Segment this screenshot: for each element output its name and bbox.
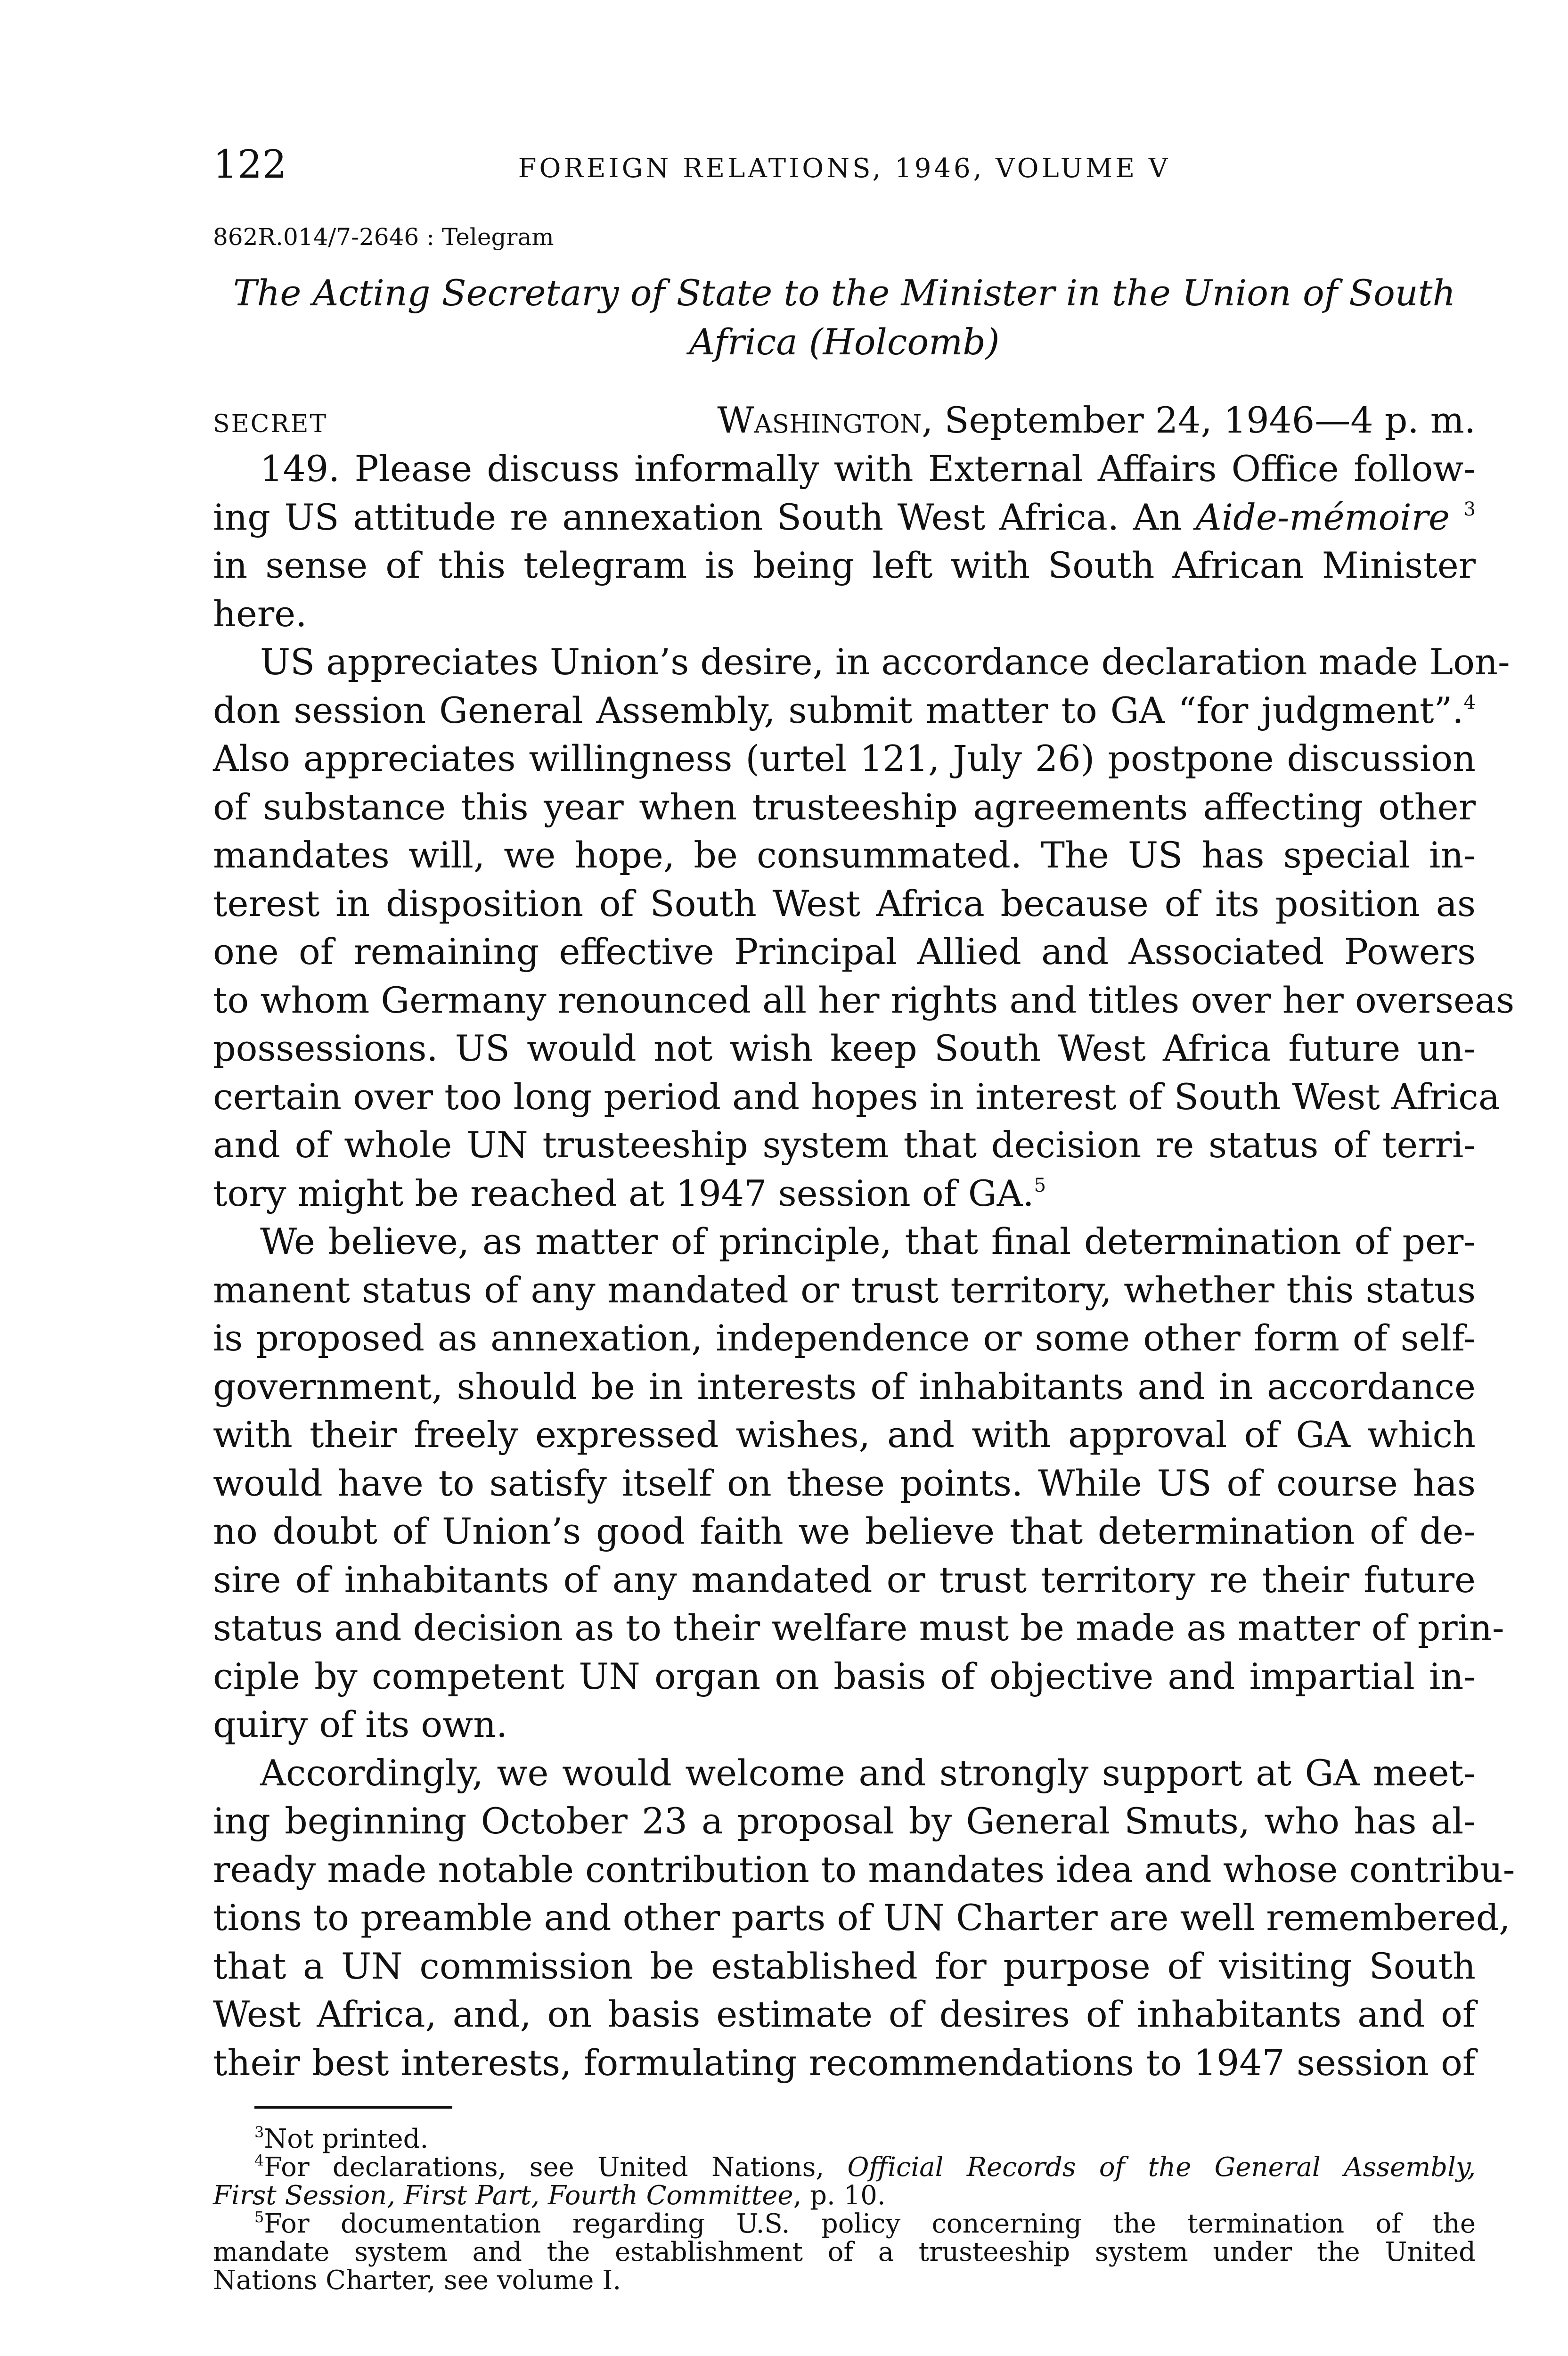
text-line: terest in disposition of South West Africa because of its position as: [213, 882, 1476, 924]
document-title-line: Africa (Holcomb): [689, 321, 1000, 363]
text-line: of substance this year when trusteeship agreements affecting other: [213, 785, 1476, 828]
footnote-line: $^4$For declarations, see United Nations, Official Records of the General Assembly,: [254, 2151, 1476, 2183]
text-line: tions to preamble and other parts of UN Charter are well remembered,: [213, 1897, 1511, 1939]
text-line: no doubt of Union’s good faith we believe that determination of de-: [213, 1510, 1476, 1552]
footnote-mark: 3: [254, 2123, 264, 2141]
text-line: We believe, as matter of principle, that final determination of per-: [260, 1220, 1476, 1262]
text-line: certain over too long period and hopes in interest of South West Africa: [213, 1075, 1500, 1118]
text-line: in sense of this telegram is being left with South African Minister: [213, 544, 1476, 586]
footnote-ref[interactable]: 3: [1463, 498, 1476, 520]
running-head: FOREIGN RELATIONS, 1946, VOLUME V: [518, 153, 1171, 184]
footnote-ref[interactable]: 4: [1463, 691, 1476, 713]
footnote: [213, 2125, 1476, 2153]
date: , September 24, 1946—4 p. m.: [922, 399, 1476, 441]
text-line: ing beginning October 23 a proposal by General Smuts, who has al-: [213, 1800, 1476, 1842]
paragraph: [213, 638, 1515, 1218]
citation-title: Official Records of the General Assembly,: [847, 2152, 1476, 2183]
footnote-line: $^5$For documentation regarding U.S. policy concerning the termination of the: [254, 2208, 1476, 2239]
footnote-line: mandate system and the establishment of a trusteeship system under the United: [213, 2237, 1476, 2267]
text-line: manent status of any mandated or trust territory, whether this status: [213, 1268, 1476, 1311]
paragraph: [213, 445, 1476, 638]
text-line: possessions. US would not wish keep South West Africa future un-: [213, 1027, 1476, 1069]
text-line: ing US attitude re annexation South West Africa. An Aide-mémoire $^3$: [213, 496, 1476, 538]
footnotes: [213, 2125, 1476, 2295]
text-line: to whom Germany renounced all her rights and titles over her overseas: [213, 979, 1515, 1021]
text-line: Also appreciates willingness (urtel 121, July 26) postpone discussion: [213, 737, 1476, 779]
text-line: and of whole UN trusteeship system that decision re status of terri-: [213, 1124, 1476, 1166]
text-line: here.: [213, 592, 307, 635]
paragraph: [213, 1218, 1504, 1749]
text-line: status and decision as to their welfare must be made as matter of prin-: [213, 1607, 1504, 1649]
footnote-line: First Session, First Part, Fourth Committee, p. 10.: [213, 2180, 886, 2211]
text-line: US appreciates Union’s desire, in accordance declaration made Lon-: [260, 641, 1510, 683]
text-line: would have to satisfy itself on these points. While US of course has: [213, 1462, 1476, 1504]
footnote-line: Nations Charter, see volume I.: [213, 2265, 621, 2296]
text-line: ready made notable contribution to mandates idea and whose contribu-: [213, 1848, 1515, 1890]
footnote-mark: 4: [254, 2151, 264, 2169]
text-line: sire of inhabitants of any mandated or trust territory re their future: [213, 1558, 1476, 1601]
text-line: 149. Please discuss informally with External Affairs Office follow-: [260, 448, 1476, 490]
text-line: their best interests, formulating recommendations to 1947 session of: [213, 2041, 1476, 2084]
file-reference: 862R.014/7-2646 : Telegram: [213, 223, 554, 251]
italic-term: Aide-mémoire: [1195, 496, 1450, 538]
text-line: government, should be in interests of inhabitants and in accordance: [213, 1365, 1476, 1407]
footnote: [213, 2153, 1476, 2210]
text-line: don session General Assembly, submit matter to GA “for judgment”.$^4$: [213, 689, 1476, 731]
footnote: [213, 2210, 1476, 2295]
paragraph: [213, 1749, 1515, 2087]
text-line: quiry of its own.: [213, 1703, 508, 1745]
text-line: is proposed as annexation, independence or some other form of self-: [213, 1317, 1476, 1359]
page-header: [213, 141, 1476, 193]
document-title-line: The Acting Secretary of State to the Minister in the Union of South: [233, 272, 1456, 314]
footnote-divider: [254, 2106, 452, 2109]
footnote-ref[interactable]: 5: [1034, 1174, 1046, 1196]
footnote-mark: 5: [254, 2208, 264, 2226]
text-line: with their freely expressed wishes, and with approval of GA which: [213, 1414, 1476, 1456]
text-line: Accordingly, we would welcome and strongly support at GA meet-: [260, 1751, 1476, 1794]
citation-title: First Session, First Part, Fourth Committee: [213, 2180, 793, 2211]
classification-label: SECRET: [213, 410, 328, 438]
telegram-body: [213, 445, 1515, 2087]
text-line: ciple by competent UN organ on basis of objective and impartial in-: [213, 1655, 1476, 1697]
text-line: one of remaining effective Principal Allied and Associated Powers: [213, 931, 1476, 973]
text-line: tory might be reached at 1947 session of GA.$^5$: [213, 1172, 1046, 1214]
place: Washington: [717, 399, 922, 441]
text-line: mandates will, we hope, be consummated. The US has special in-: [213, 834, 1476, 876]
dateline: [213, 397, 1476, 444]
text-line: that a UN commission be established for purpose of visiting South: [213, 1945, 1476, 1987]
page-number: 122: [213, 142, 287, 187]
place-and-date: [717, 397, 1476, 444]
footnote-line: $^3$Not printed.: [254, 2123, 429, 2154]
text-line: West Africa, and, on basis estimate of desires of inhabitants and of: [213, 1993, 1476, 2035]
document-title: [213, 269, 1476, 367]
